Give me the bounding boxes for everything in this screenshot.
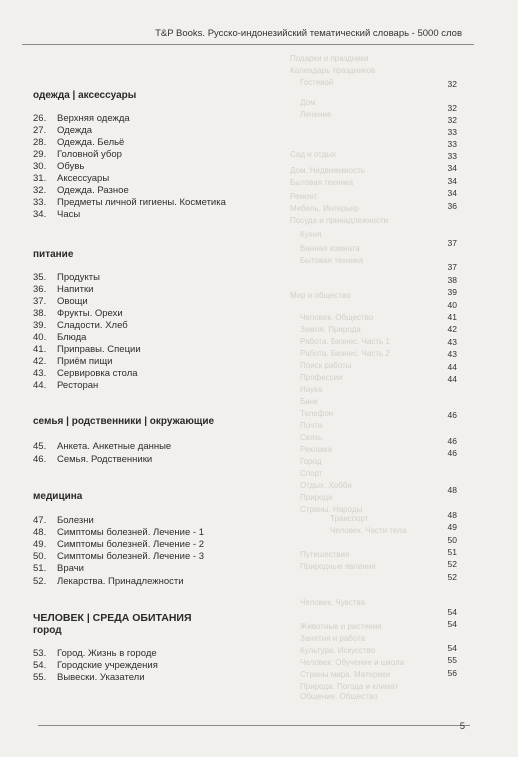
bleed-through-text: Мир и общество (290, 291, 351, 300)
toc-entry[interactable] (33, 454, 152, 465)
toc-entry-number: 37. (33, 296, 47, 307)
toc-page-number: 39 (447, 287, 457, 297)
toc-page-number: 46 (447, 448, 457, 458)
toc-entry[interactable] (33, 284, 93, 295)
toc-entry-title: Город. Жизнь в городе (57, 648, 157, 659)
toc-entry-title: Симптомы болезней. Лечение - 1 (57, 527, 204, 538)
toc-page-number: 49 (447, 522, 457, 532)
toc-entry-title: Семья. Родственники (57, 454, 153, 465)
toc-entry[interactable] (33, 296, 88, 307)
toc-entry-title: Головной убор (57, 149, 122, 160)
toc-page-number: 42 (447, 324, 457, 334)
bleed-through-text: Связь (300, 433, 323, 442)
bleed-through-text: Лечение (300, 110, 332, 119)
toc-entry-number: 26. (33, 113, 47, 124)
toc-entry-title: Аксессуары (57, 173, 110, 184)
toc-entry[interactable] (33, 660, 158, 671)
toc-page-number: 44 (447, 362, 457, 372)
toc-entry[interactable] (33, 356, 112, 367)
bleed-through-text: Страны мира. Материки (300, 670, 390, 679)
toc-entry[interactable] (33, 527, 204, 538)
toc-entry[interactable] (33, 125, 92, 136)
section-page-number: 54 (447, 607, 457, 617)
bleed-through-text: Профессии (300, 373, 343, 382)
section-page-number: 32 (447, 79, 457, 89)
toc-page-number: 40 (447, 300, 457, 310)
toc-page-number: 33 (447, 151, 457, 161)
toc-entry-number: 34. (33, 209, 47, 220)
toc-entry[interactable] (33, 344, 141, 355)
bleed-through-text: Посуда и принадлежности (290, 216, 389, 225)
toc-page-number: 44 (447, 374, 457, 384)
toc-entry[interactable] (33, 539, 204, 550)
toc-entry-number: 32. (33, 185, 47, 196)
toc-page-number: 55 (447, 655, 457, 665)
bleed-through-text: Ванная комната (300, 244, 360, 253)
toc-entry-title: Верхняя одежда (57, 113, 130, 124)
toc-entry-title: Лекарства. Принадлежности (57, 576, 184, 587)
section-title-medicine: медицина (33, 491, 83, 502)
bleed-through-text: Мебель. Интерьер (290, 204, 359, 213)
bleed-through-text: Наука (300, 385, 323, 394)
toc-entry-title: Симптомы болезней. Лечение - 2 (57, 539, 204, 550)
toc-entry[interactable] (33, 113, 130, 124)
bleed-through-text: Город (300, 457, 322, 466)
toc-page-number: 34 (447, 188, 457, 198)
toc-entry[interactable] (33, 149, 122, 160)
bleed-through-text: Страны. Народы (300, 505, 363, 514)
bleed-through-text: Земля. Природа (300, 325, 361, 334)
toc-page-number: 38 (447, 275, 457, 285)
toc-entry[interactable] (33, 161, 84, 172)
bleed-through-text: Культура. Искусство (300, 646, 376, 655)
bleed-through-text: Человек. Обучение и школа (300, 658, 405, 667)
bleed-through-text: Кухня (300, 230, 322, 239)
toc-entry-number: 44. (33, 380, 47, 391)
bleed-through-text: Транспорт (330, 514, 369, 523)
footer-rule (38, 725, 470, 726)
toc-entry-number: 27. (33, 125, 47, 136)
section-title-city: город (33, 625, 62, 636)
toc-entry-number: 51. (33, 563, 47, 574)
page-number: 5 (459, 721, 465, 732)
toc-entry-number: 40. (33, 332, 47, 343)
toc-entry[interactable] (33, 648, 157, 659)
bleed-through-text: Ремонт (290, 192, 318, 201)
toc-entry[interactable] (33, 272, 100, 283)
toc-entry-title: Одежда. Разное (57, 185, 129, 196)
bleed-through-text: Подарки и праздники (290, 54, 369, 63)
toc-entry-number: 45. (33, 441, 47, 452)
toc-entry-number: 28. (33, 137, 47, 148)
toc-entry[interactable] (33, 380, 98, 391)
toc-page-number: 32 (447, 115, 457, 125)
toc-entry-number: 36. (33, 284, 47, 295)
toc-entry-number: 49. (33, 539, 47, 550)
bleed-through-text: Общение. Общество (300, 692, 378, 701)
toc-entry-number: 35. (33, 272, 47, 283)
toc-entry-title: Блюда (57, 332, 87, 343)
toc-page-number: 32 (447, 103, 457, 113)
toc-entry-number: 53. (33, 648, 47, 659)
toc-entry-title: Симптомы болезней. Лечение - 3 (57, 551, 204, 562)
bleed-through-text: Человек. Части тела (330, 526, 407, 535)
toc-entry-number: 43. (33, 368, 47, 379)
section-page-number: 54 (447, 619, 457, 629)
toc-page-number: 34 (447, 176, 457, 186)
toc-entry-title: Приправы. Специи (57, 344, 141, 355)
toc-page-number: 43 (447, 349, 457, 359)
running-header: T&P Books. Русско-индонезийский тематический словарь - 5000 слов (155, 28, 462, 39)
toc-entry-number: 55. (33, 672, 47, 683)
toc-page-number: 54 (447, 643, 457, 653)
toc-entry[interactable] (33, 368, 138, 379)
section-page-number: 48 (447, 485, 457, 495)
bleed-through-text: Телефон (300, 409, 334, 418)
bleed-through-text: Человек. Общество (300, 313, 374, 322)
toc-entry[interactable] (33, 551, 204, 562)
toc-page-number: 41 (447, 312, 457, 322)
toc-entry-number: 31. (33, 173, 47, 184)
toc-entry-title: Овощи (57, 296, 88, 307)
toc-entry-number: 50. (33, 551, 47, 562)
toc-entry-number: 41. (33, 344, 47, 355)
toc-entry-title: Сервировка стола (57, 368, 138, 379)
toc-entry-title: Фрукты. Орехи (57, 308, 123, 319)
toc-entry-number: 30. (33, 161, 47, 172)
toc-entry-title: Часы (57, 209, 81, 220)
bleed-through-text: Природа (300, 493, 333, 502)
toc-entry-number: 29. (33, 149, 47, 160)
toc-entry[interactable] (33, 137, 124, 148)
toc-entry[interactable] (33, 320, 128, 331)
toc-entry-number: 48. (33, 527, 47, 538)
bleed-through-text: Человек. Чувства (300, 598, 366, 607)
toc-entry[interactable] (33, 185, 129, 196)
toc-page-number: 36 (447, 201, 457, 211)
toc-entry-number: 52. (33, 576, 47, 587)
bleed-through-text: Спорт (300, 469, 323, 478)
toc-entry[interactable] (33, 672, 145, 683)
section-title-family: семья | родственники | окружающие (33, 416, 215, 427)
bleed-through-text: Поиск работы (300, 361, 352, 370)
toc-entry-number: 39. (33, 320, 47, 331)
bleed-through-text: Бытовая техника (300, 256, 364, 265)
toc-entry[interactable] (33, 332, 86, 343)
toc-page-number: 51 (447, 547, 457, 557)
toc-entry-title: Продукты (57, 272, 100, 283)
toc-entry-title: Вывески. Указатели (57, 672, 145, 683)
toc-entry-number: 47. (33, 515, 47, 526)
bleed-through-text: Животные и растения (300, 622, 382, 631)
toc-page-number: 56 (447, 668, 457, 678)
bleed-through-text: Занятия и работа (300, 634, 366, 643)
toc-entry[interactable] (33, 563, 84, 574)
toc-page-number: 52 (447, 572, 457, 582)
toc-entry-title: Ресторан (57, 380, 99, 391)
section-title-clothing: одежда | аксессуары (33, 90, 137, 101)
bleed-through-text: Реклама (300, 445, 333, 454)
toc-page-number: 52 (447, 559, 457, 569)
toc-page-number: 50 (447, 535, 457, 545)
toc-entry-title: Напитки (57, 284, 94, 295)
toc-entry[interactable] (33, 197, 226, 208)
toc-entry-number: 46. (33, 454, 47, 465)
toc-entry[interactable] (33, 576, 184, 587)
bleed-through-text: Отдых. Хобби (300, 481, 352, 490)
bleed-through-text: Природа. Погода и климат (300, 682, 399, 691)
toc-entry-title: Болезни (57, 515, 94, 526)
toc-entry-title: Предметы личной гигиены. Косметика (57, 197, 226, 208)
header-rule (22, 44, 474, 45)
toc-entry-title: Одежда. Бельё (57, 137, 125, 148)
toc-entry-title: Городские учреждения (57, 660, 158, 671)
toc-page-number: 33 (447, 127, 457, 137)
toc-entry-title: Обувь (57, 161, 85, 172)
toc-entry[interactable] (33, 441, 171, 452)
toc-page-number: 34 (447, 163, 457, 173)
bleed-through-text: Работа. Бизнес. Часть 1 (300, 337, 390, 346)
toc-entry-title: Приём пищи (57, 356, 113, 367)
bleed-through-text: Работа. Бизнес. Часть 2 (300, 349, 390, 358)
bleed-through-text: Бытовая техника (290, 178, 354, 187)
toc-page-number: 33 (447, 139, 457, 149)
bleed-through-text: Дом. Недвижимость (290, 166, 365, 175)
bleed-through-text: Календарь праздников (290, 66, 376, 75)
bleed-through-text: Гостевой (300, 78, 334, 87)
toc-entry-number: 38. (33, 308, 47, 319)
part-title-human-habitat: ЧЕЛОВЕК | СРЕДА ОБИТАНИЯ (33, 612, 192, 624)
toc-page-number: 48 (447, 510, 457, 520)
toc-page-number: 43 (447, 337, 457, 347)
bleed-through-text: Природные явления (300, 562, 376, 571)
toc-entry[interactable] (33, 209, 80, 220)
toc-page-number: 37 (447, 262, 457, 272)
bleed-through-text: Почта (300, 421, 323, 430)
bleed-through-text: Дом (300, 98, 316, 107)
toc-entry-number: 54. (33, 660, 47, 671)
toc-entry-number: 42. (33, 356, 47, 367)
toc-entry-number: 33. (33, 197, 47, 208)
section-page-number: 46 (447, 410, 457, 420)
section-page-number: 37 (447, 238, 457, 248)
bleed-through-text: Путешествия (300, 550, 350, 559)
bleed-through-text: Сад и отдых (290, 150, 336, 159)
toc-entry[interactable] (33, 515, 94, 526)
toc-entry-title: Одежда (57, 125, 93, 136)
toc-entry-title: Сладости. Хлеб (57, 320, 128, 331)
bleed-through-text: Банк (300, 397, 318, 406)
toc-entry-title: Врачи (57, 563, 84, 574)
toc-page-number: 46 (447, 436, 457, 446)
toc-entry[interactable] (33, 173, 109, 184)
toc-entry[interactable] (33, 308, 123, 319)
section-title-food: питание (33, 249, 74, 260)
toc-entry-title: Анкета. Анкетные данные (57, 441, 172, 452)
